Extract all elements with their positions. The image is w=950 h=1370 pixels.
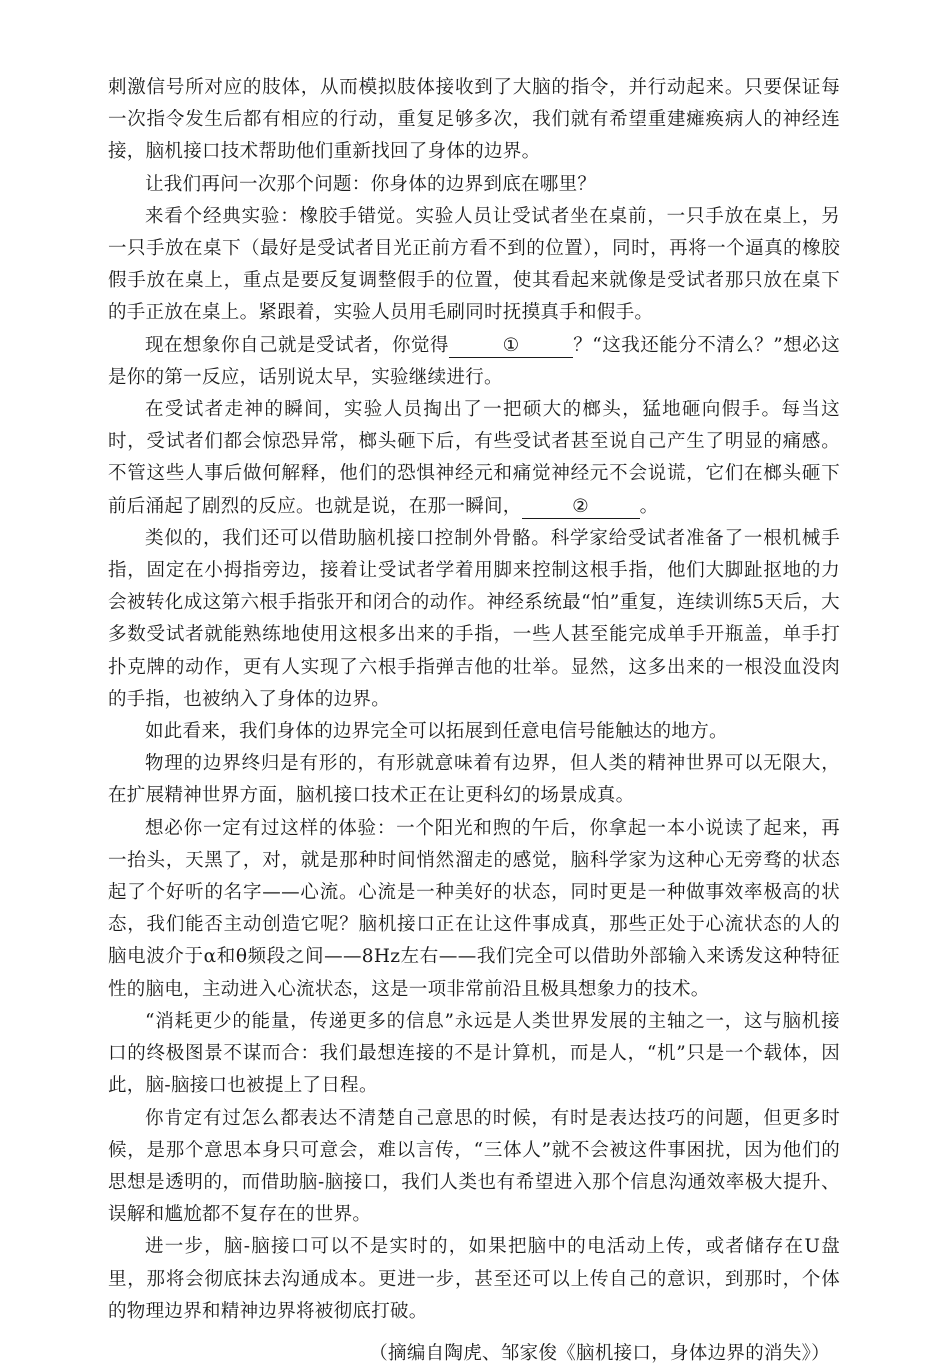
paragraph-2: 让我们再问一次那个问题：你身体的边界到底在哪里？ — [145, 173, 597, 195]
paragraph-5 — [108, 394, 840, 523]
paragraph-4-text-b: ？“这我还能分不清么？”想必这是你的第一反应，话别说太早，实验继续进行。 — [108, 334, 840, 388]
paragraph-6: 类似的，我们还可以借助脑机接口控制外骨骼。科学家给受试者准备了一根机械手指，固定在小拇指旁边，接着让受试者学着用脚来控制这根手指，他们大脚趾抠地的力会被转化成这第六根手指张开和闭合的动作。神经系统最“怕”重复，连续训练5天后，大多数受试者就能熟练地使用这根多出来的手指，一些人甚至能完成单手开瓶盖，单手打扑克牌的动作，更有人实现了六根手指弹吉他的壮举。显然，这多出来的一根没血没肉的手指，也被纳入了身体的边界。 — [108, 527, 840, 710]
document-page — [108, 72, 840, 1370]
paragraph-9: 想必你一定有过这样的体验：一个阳光和煦的午后，你拿起一本小说读了起来，再一抬头，天黑了，对，就是那种时间悄然溜走的感觉，脑科学家为这种心无旁骛的状态起了个好听的名字——心流。心流是一种美好的状态，同时更是一种做事效率极高的状态，我们能否主动创造它呢？脑机接口正在让这件事成真，那些正处于心流状态的人的脑电波介于α和θ频段之间——8Hz左右——我们完全可以借助外部输入来诱发这种特征性的脑电，主动进入心流状态，这是一项非常前沿且极具想象力的技术。 — [108, 817, 840, 1000]
paragraph-11: 你肯定有过怎么都表达不清楚自己意思的时候，有时是表达技巧的问题，但更多时候，是那个意思本身只可意会，难以言传，“三体人”就不会被这件事困扰，因为他们的思想是透明的，而借助脑-脑接口，我们人类也有希望进入那个信息沟通效率极大提升、误解和尴尬都不复存在的世界。 — [108, 1107, 840, 1226]
paragraph-4 — [108, 330, 840, 394]
paragraph-5-text-b: 。 — [639, 495, 659, 517]
paragraph-12: 进一步，脑-脑接口可以不是实时的，如果把脑中的电活动上传，或者储存在U盘里，那将会彻底抹去沟通成本。更进一步，甚至还可以上传自己的意识，到那时，个体的物理边界和精神边界将被彻底打破。 — [108, 1236, 840, 1322]
paragraph-10: “消耗更少的能量，传递更多的信息”永远是人类世界发展的主轴之一，这与脑机接口的终极图景不谋而合：我们最想连接的不是计算机，而是人，“机”只是一个载体，因此，脑-脑接口也被提上了日程。 — [108, 1010, 840, 1097]
source-citation: （摘编自陶虎、邹家俊《脑机接口，身体边界的消失》） — [369, 1342, 830, 1364]
blank-1: ① — [449, 335, 573, 358]
blank-2: ② — [522, 496, 640, 519]
paragraph-8: 物理的边界终归是有形的，有形就意味着有边界，但人类的精神世界可以无限大，在扩展精神世界方面，脑机接口技术正在让更科幻的场景成真。 — [108, 753, 840, 807]
paragraph-7: 如此看来，我们身体的边界完全可以拓展到任意电信号能触达的地方。 — [145, 721, 728, 743]
paragraph-5-text-a: 在受试者走神的瞬间，实验人员掏出了一把硕大的榔头，猛地砸向假手。每当这时，受试者们都会惊恐异常，榔头砸下后，有些受试者甚至说自己产生了明显的痛感。不管这些人事后做何解释，他们的恐惧神经元和痛觉神经元不会说谎，它们在榔头砸下前后涌起了剧烈的反应。也就是说，在那一瞬间， — [108, 399, 840, 517]
paragraph-1: 刺激信号所对应的肢体，从而模拟肢体接收到了大脑的指令，并行动起来。只要保证每一次指令发生后都有相应的行动，重复足够多次，我们就有希望重建瘫痪病人的神经连接，脑机接口技术帮助他们重新找回了身体的边界。 — [108, 77, 840, 163]
paragraph-4-text-a: 现在想象你自己就是受试者，你觉得 — [145, 334, 450, 356]
paragraph-3: 来看个经典实验：橡胶手错觉。实验人员让受试者坐在桌前，一只手放在桌上，另一只手放在桌下（最好是受试者目光正前方看不到的位置），同时，再将一个逼真的橡胶假手放在桌上，重点是要反复调整假手的位置，使其看起来就像是受试者那只放在桌下的手正放在桌上。紧跟着，实验人员用毛刷同时抚摸真手和假手。 — [108, 205, 840, 324]
